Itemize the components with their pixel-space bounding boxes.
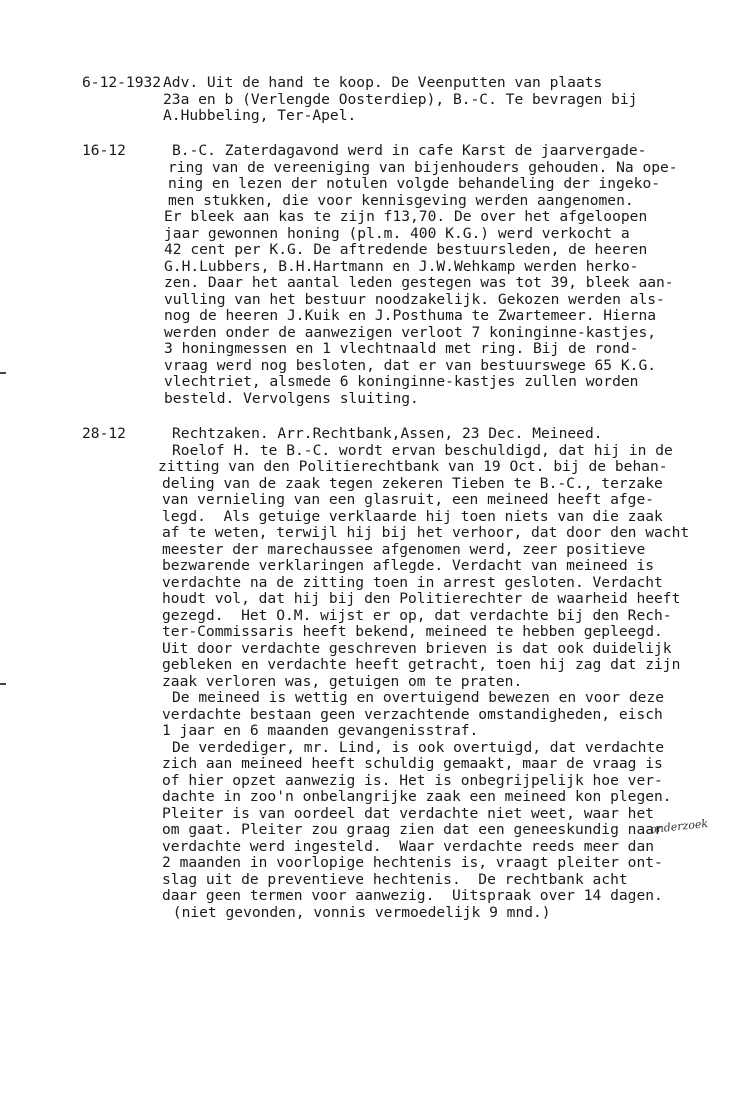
text-line: gebleken en verdachte heeft getracht, toen hij zag dat zijn xyxy=(162,656,681,673)
text-line: (niet gevonden, vonnis vermoedelijk 9 mnd.) xyxy=(164,903,551,921)
text-line: Roelof H. te B.-C. wordt ervan beschuldigd, dat hij in de xyxy=(172,441,673,459)
text-line: bezwarende verklaringen aflegde. Verdacht van meineed is xyxy=(162,557,655,574)
text-line: zaak verloren was, getuigen om te praten. xyxy=(162,672,523,690)
text-line: 3 honingmessen en 1 vlechtnaald met ring. Bij de rond- xyxy=(164,340,639,357)
text-line: 2 maanden in voorlopige hechtenis is, vraagt pleiter ont- xyxy=(162,854,663,871)
text-line: vraag werd nog besloten, dat er van bestuurswege 65 K.G. xyxy=(164,356,657,374)
margin-tick-mark xyxy=(0,683,6,685)
text-line: zitting van den Politierechtbank van 19 Oct. bij de behan- xyxy=(158,458,668,475)
text-line: gezegd. Het O.M. wijst er op, dat verdachte bij den Rech- xyxy=(162,606,672,624)
margin-tick-mark xyxy=(0,372,6,374)
text-line: men stukken, die voor kennisgeving werden aangenomen. xyxy=(168,191,634,209)
text-line: van vernieling van een glasruit, een meineed heeft afge- xyxy=(162,491,655,508)
entry-date: 16-12 xyxy=(82,142,126,159)
text-line: B.-C. Zaterdagavond werd in cafe Karst de jaarvergade- xyxy=(172,142,647,159)
text-line: werden onder de aanwezigen verloot 7 koninginne-kastjes, xyxy=(164,323,657,341)
text-line: Adv. Uit de hand te koop. De Veenputten van plaats xyxy=(163,74,603,91)
text-line: A.Hubbeling, Ter-Apel. xyxy=(163,107,357,124)
text-line: ning en lezen der notulen volgde behandeling der ingeko- xyxy=(168,175,661,192)
handwritten-margin-note: onderzoek xyxy=(649,816,709,837)
text-line: vlechtriet, alsmede 6 koninginne-kastjes zullen worden xyxy=(164,373,639,390)
text-line: of hier opzet aanwezig is. Het is onbegrijpelijk hoe ver- xyxy=(162,771,663,789)
text-line: verdachte werd ingesteld. Waar verdachte reeds meer dan xyxy=(162,837,655,855)
text-line: af te weten, terwijl hij bij het verhoor, dat door den wacht xyxy=(162,524,690,541)
text-line: ter-Commissaris heeft bekend, meineed te hebben gepleegd. xyxy=(162,623,663,640)
text-line: meester der marechaussee afgenomen werd, zeer positieve xyxy=(162,540,646,558)
text-line: 1 jaar en 6 maanden gevangenisstraf. xyxy=(162,722,479,739)
text-line: ring van de vereeniging van bijenhouders gehouden. Na ope- xyxy=(168,158,678,176)
text-line: daar geen termen voor aanwezig. Uitspraak over 14 dagen. xyxy=(162,887,663,904)
text-line: Pleiter is van oordeel dat verdachte niet weet, waar het xyxy=(162,804,655,822)
text-line: om gaat. Pleiter zou graag zien dat een geneeskundig naar xyxy=(162,821,663,838)
text-line: besteld. Vervolgens sluiting. xyxy=(164,389,419,407)
text-line: legd. Als getuige verklaarde hij toen niets van die zaak xyxy=(162,507,663,525)
entry-text xyxy=(158,425,690,921)
text-line: 23a en b (Verlengde Oosterdiep), B.-C. Te bevragen bij xyxy=(163,90,638,108)
entry-text xyxy=(164,142,678,407)
text-line: deling van de zaak tegen zekeren Tieben te B.-C., terzake xyxy=(162,474,663,492)
text-line: De meineed is wettig en overtuigend bewezen en voor deze xyxy=(172,689,665,706)
text-line: Er bleek aan kas te zijn f13,70. De over het afgeloopen xyxy=(164,208,648,225)
text-line: vulling van het bestuur noodzakelijk. Gekozen werden als- xyxy=(164,290,665,308)
text-line: zich aan meineed heeft schuldig gemaakt, maar de vraag is xyxy=(162,755,663,772)
entry-date: 6-12-1932 xyxy=(82,74,162,91)
text-line: zen. Daar het aantal leden gestegen was tot 39, bleek aan- xyxy=(164,274,674,291)
text-line: nog de heeren J.Kuik en J.Posthuma te Zwartemeer. Hierna xyxy=(164,307,657,324)
text-line: De verdediger, mr. Lind, is ook overtuigd, dat verdachte xyxy=(172,738,665,756)
text-line: verdachte na de zitting toen in arrest gesloten. Verdacht xyxy=(162,573,663,591)
text-line: jaar gewonnen honing (pl.m. 400 K.G.) werd verkocht a xyxy=(164,224,630,242)
text-line: houdt vol, dat hij bij den Politierechter de waarheid heeft xyxy=(162,590,681,607)
text-line: dachte in zoo'n onbelangrijke zaak een meineed kon plegen. xyxy=(162,788,672,805)
text-line: 42 cent per K.G. De aftredende bestuursleden, de heeren xyxy=(164,241,648,258)
entry-text xyxy=(163,75,637,125)
text-line: G.H.Lubbers, B.H.Hartmann en J.W.Wehkamp werden herko- xyxy=(164,257,639,275)
text-line: slag uit de preventieve hechtenis. De rechtbank acht xyxy=(162,870,628,888)
text-line: verdachte bestaan geen verzachtende omstandigheden, eisch xyxy=(162,705,663,723)
entry-date: 28-12 xyxy=(82,425,126,442)
text-line: Rechtzaken. Arr.Rechtbank,Assen, 23 Dec. Meineed. xyxy=(172,425,603,442)
text-line: Uit door verdachte geschreven brieven is dat ook duidelijk xyxy=(162,639,672,657)
